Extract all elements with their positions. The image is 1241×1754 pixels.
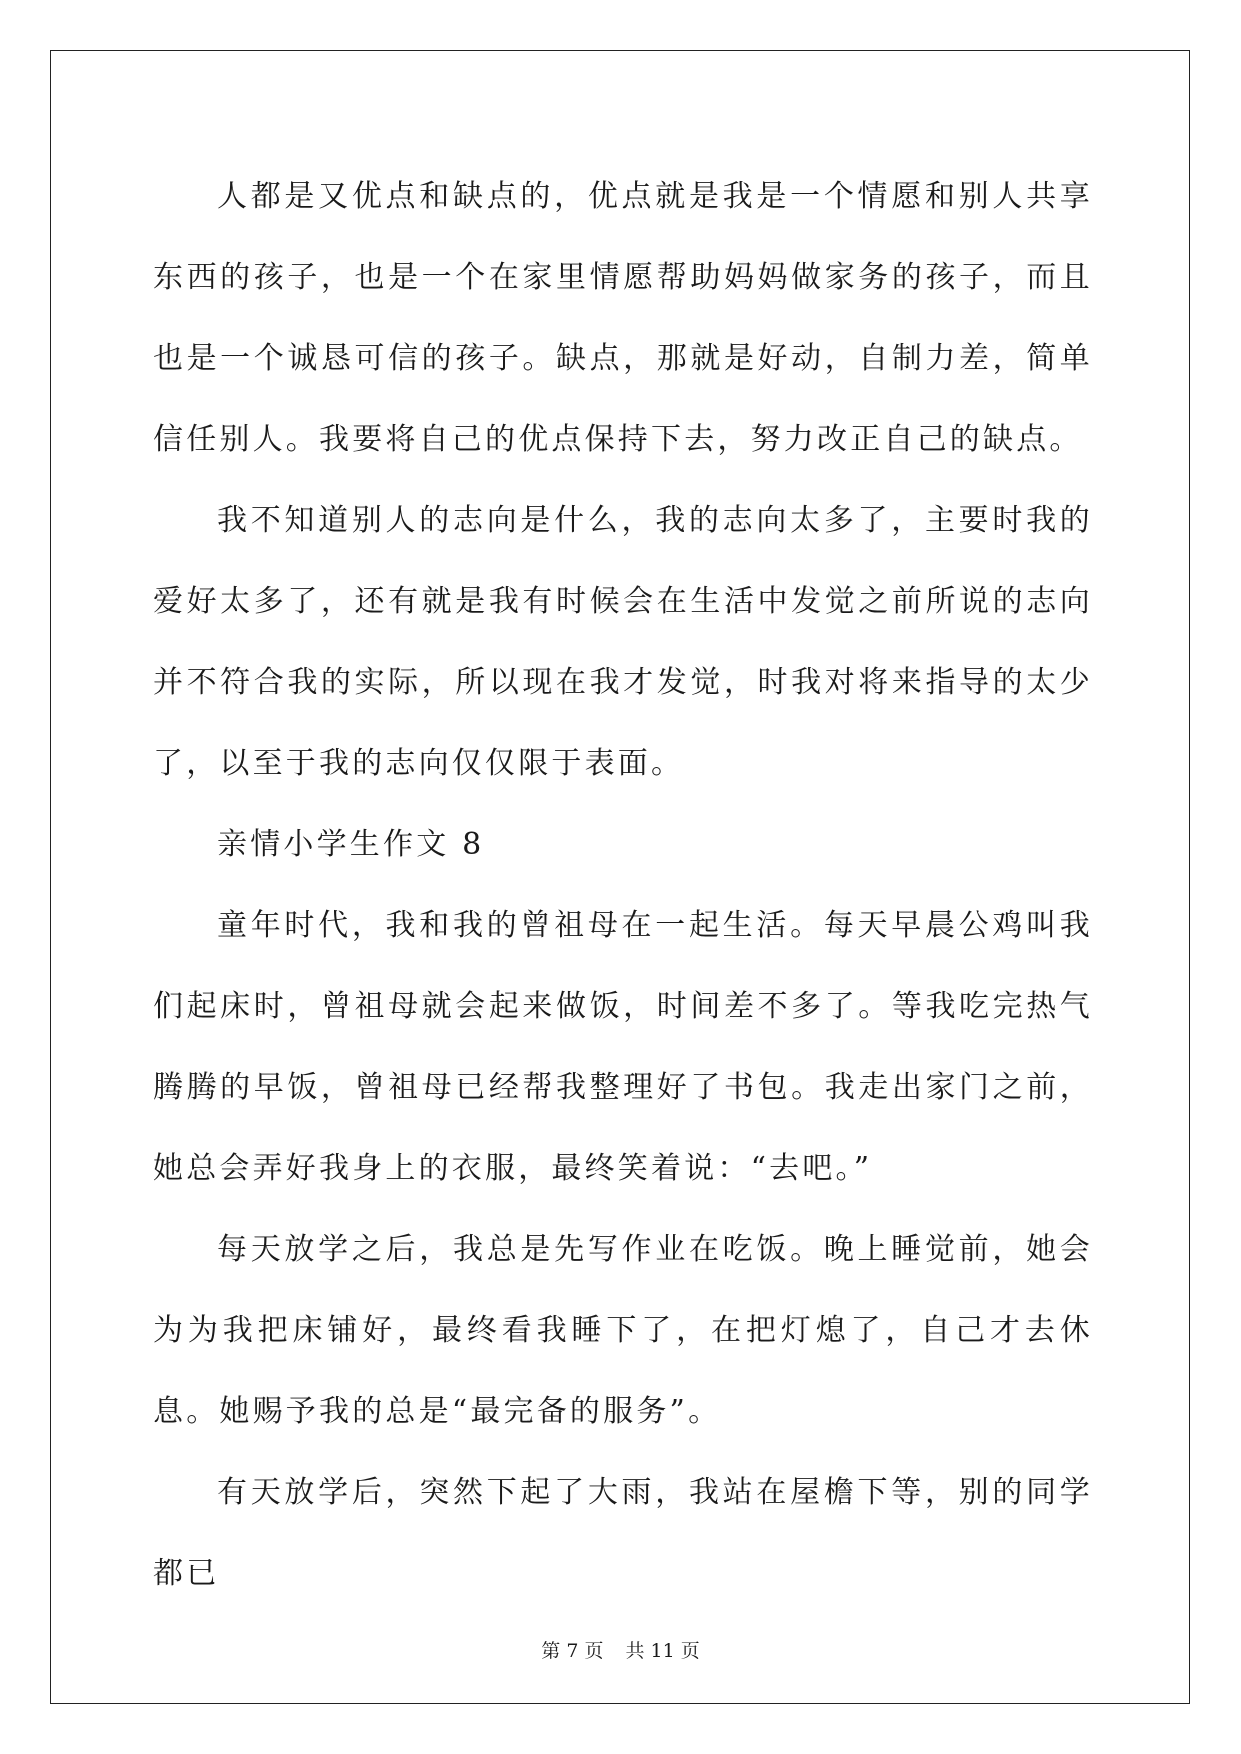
paragraph-aspirations: 我不知道别人的志向是什么，我的志向太多了，主要时我的爱好太多了，还有就是我有时候会在生活中发觉之前所说的志向并不符合我的实际，所以现在我才发觉，时我对将来指导的太少了，以至于我的志向仅仅限于表面。 [153, 503, 1093, 781]
document-body [153, 156, 1093, 1614]
section-heading: 亲情小学生作文 8 [217, 827, 485, 862]
paragraph-childhood: 童年时代，我和我的曾祖母在一起生活。每天早晨公鸡叫我们起床时，曾祖母就会起来做饭，时间差不多了。等我吃完热气腾腾的早饭，曾祖母已经帮我整理好了书包。我走出家门之前，她总会弄好我身上的衣服，最终笑着说：“去吧。” [153, 908, 1093, 1186]
paragraph-after-school: 每天放学之后，我总是先写作业在吃饭。晚上睡觉前，她会为为我把床铺好，最终看我睡下了，在把灯熄了，自己才去休息。她赐予我的总是“最完备的服务”。 [153, 1232, 1093, 1429]
paragraph-rainy-day: 有天放学后，突然下起了大雨，我站在屋檐下等，别的同学都已 [153, 1475, 1093, 1591]
page-number: 第 7 页 [541, 1640, 604, 1662]
paragraph-strengths-weaknesses: 人都是又优点和缺点的，优点就是我是一个情愿和别人共享东西的孩子，也是一个在家里情愿帮助妈妈做家务的孩子，而且也是一个诚恳可信的孩子。缺点，那就是好动，自制力差，简单信任别人。我要将自己的优点保持下去，努力改正自己的缺点。 [153, 179, 1093, 457]
page-footer [0, 1636, 1241, 1663]
page-total: 共 11 页 [625, 1640, 700, 1662]
